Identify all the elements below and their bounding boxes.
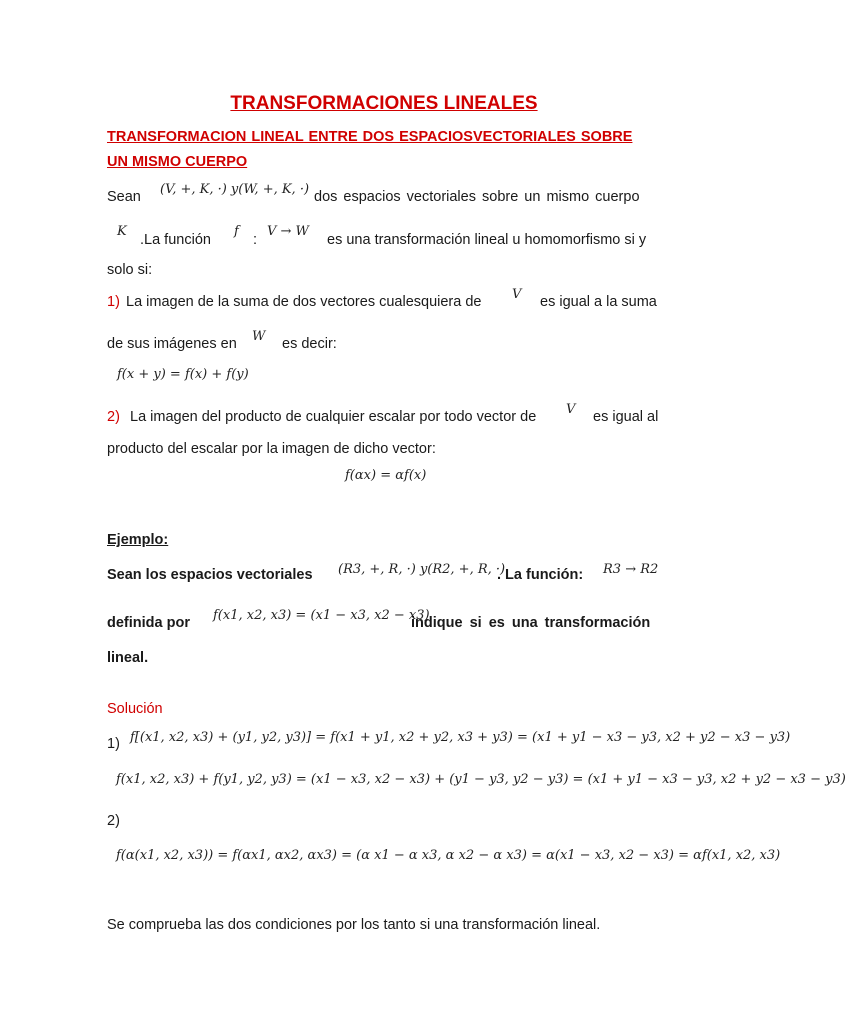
cond2-text: La imagen del producto de cualquier escalar por todo vector de bbox=[130, 409, 537, 425]
math-map-R3-R2: R3 → R2 bbox=[603, 562, 659, 577]
p1-text-after: dos espacios vectoriales sobre un mismo cuerpo bbox=[314, 189, 640, 205]
p1-text-after-map: es una transformación lineal u homomorfismo si y bbox=[327, 232, 647, 248]
page-title: TRANSFORMACIONES LINEALES bbox=[230, 93, 538, 114]
sean-text: Sean bbox=[107, 189, 141, 205]
math-f: f bbox=[234, 224, 239, 239]
math-R3-R2-spaces: (R3, +, R, ·) y(R2, +, R, ·) bbox=[338, 562, 506, 577]
cond2-text-after: es igual al bbox=[593, 409, 659, 425]
cond2-line2: producto del escalar por la imagen de dicho vector: bbox=[107, 441, 436, 457]
formula-homogeneity: f(αx) = αf(x) bbox=[345, 468, 427, 483]
section-subtitle-line2: UN MISMO CUERPO bbox=[107, 154, 248, 170]
sol1-number: 1) bbox=[107, 736, 120, 752]
definida-por-text: definida por bbox=[107, 615, 190, 631]
ejemplo-la-funcion: . La función: bbox=[497, 567, 584, 583]
conclusion-text: Se comprueba las dos condiciones por los tanto si una transformación lineal. bbox=[107, 917, 601, 933]
section-subtitle-line1: TRANSFORMACION LINEAL ENTRE DOS ESPACIOSVECTORIALES SOBRE bbox=[107, 129, 633, 145]
la-funcion-text: .La función bbox=[140, 232, 211, 248]
indique-text: indique si es una transformación bbox=[411, 615, 651, 631]
math-vector-spaces: (V, +, K, ·) y(W, +, K, ·) bbox=[160, 182, 310, 197]
es-decir-text: es decir: bbox=[282, 336, 337, 352]
cond1-line2: de sus imágenes en bbox=[107, 336, 237, 352]
cond2-number: 2) bbox=[107, 409, 120, 425]
math-V: V bbox=[512, 287, 522, 302]
ejemplo-heading: Ejemplo: bbox=[107, 532, 169, 548]
math-W: W bbox=[252, 329, 266, 344]
cond1-text: La imagen de la suma de dos vectores cualesquiera de bbox=[126, 294, 482, 310]
cond1-text-after: es igual a la suma bbox=[540, 294, 657, 310]
colon-text: : bbox=[253, 232, 258, 248]
math-V-2: V bbox=[566, 402, 576, 417]
lineal-text: lineal. bbox=[107, 650, 149, 666]
formula-additivity: f(x + y) = f(x) + f(y) bbox=[117, 367, 249, 382]
solution-eq1: f[(x1, x2, x3) + (y1, y2, y3)] = f(x1 + y1, x2 + y2, x3 + y3) = (x1 + y1 − x3 − y3, x2 + y2 − x3 − y3) bbox=[130, 730, 791, 745]
solucion-label: Solución bbox=[107, 701, 163, 717]
math-definition: f(x1, x2, x3) = (x1 − x3, x2 − x3) bbox=[213, 608, 430, 623]
ejemplo-sean-text: Sean los espacios vectoriales bbox=[107, 567, 313, 583]
cond1-number: 1) bbox=[107, 294, 120, 310]
sol2-number: 2) bbox=[107, 813, 120, 829]
solution-eq2: f(x1, x2, x3) + f(y1, y2, y3) = (x1 − x3, x2 − x3) + (y1 − y3, y2 − y3) = (x1 + y1 − x3 − y3, x2 + y2 − x3 − y3) bbox=[116, 772, 846, 787]
solo-si-text: solo si: bbox=[107, 262, 153, 278]
math-K: K bbox=[117, 224, 127, 239]
solution-eq3: f(α(x1, x2, x3)) = f(αx1, αx2, αx3) = (α x1 − α x3, α x2 − α x3) = α(x1 − x3, x2 − x3) = αf(x1, x2, x3) bbox=[116, 848, 781, 863]
math-map-V-W: V → W bbox=[267, 224, 309, 239]
